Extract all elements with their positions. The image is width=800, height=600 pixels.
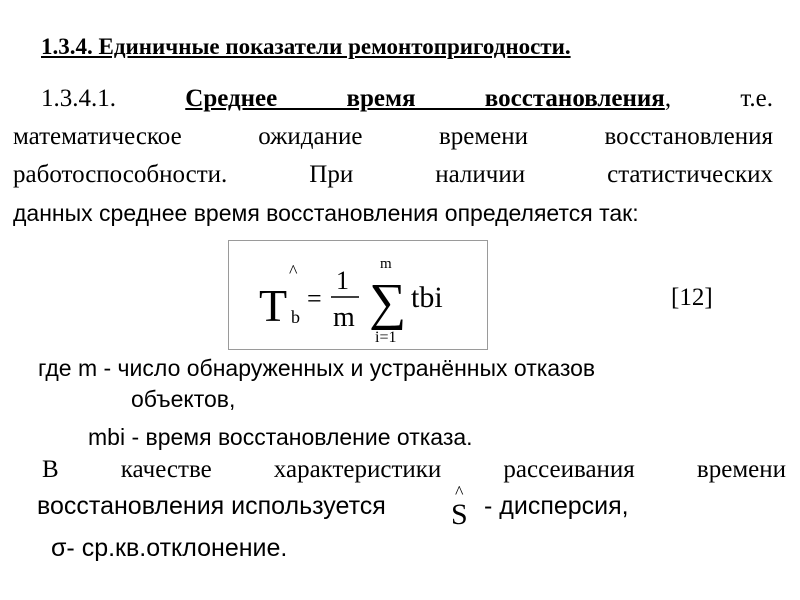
formula-lhs-symbol: T	[259, 280, 288, 331]
dispersion-hat: ^	[455, 482, 464, 502]
formula-numerator: 1	[336, 266, 349, 295]
paragraph2-line3: σ- ср.кв.отклонение.	[51, 534, 288, 562]
where-line2: объектов,	[131, 386, 236, 412]
paragraph-mean-restoration-time	[13, 80, 773, 232]
paragraph1-line2: математическое ожидание времени восстановления	[13, 123, 773, 150]
paragraph1-line4: данных среднее время восстановления определяется так:	[13, 200, 639, 226]
formula-summand: tbi	[411, 281, 443, 314]
paragraph1-line1-after: , т.е.	[664, 85, 773, 112]
paragraph2-line1: В качестве характеристики рассеивания времени	[42, 456, 786, 483]
paragraph1-line1	[13, 80, 773, 118]
formula-denominator: m	[333, 302, 355, 333]
formula-lhs-hat: ^	[289, 261, 298, 281]
paragraph2-line2-after: - дисперсия,	[484, 492, 629, 520]
formula-sum-lower: i=1	[375, 329, 397, 346]
paragraph1-number: 1.3.4.1.	[41, 85, 116, 112]
equation-number: [12]	[671, 284, 713, 311]
formula-sum-symbol: ∑	[369, 274, 407, 331]
formula-equals: =	[307, 284, 322, 313]
formula-mean-restoration-time	[229, 241, 489, 351]
formula-lhs-subscript: b	[291, 307, 300, 327]
paragraph1-line3: работоспособности. При наличии статистических	[13, 161, 773, 188]
paragraph2-line2-before: восстановления используется	[37, 492, 386, 520]
formula-sum-upper: m	[380, 256, 392, 272]
paragraph1-term: Среднее время восстановления	[185, 85, 665, 112]
where-line3: mbi - время восстановление отказа.	[88, 424, 473, 450]
section-heading: 1.3.4. Единичные показатели ремонтопригодности.	[41, 34, 571, 59]
dispersion-s: S	[451, 498, 468, 528]
formula-box	[228, 240, 488, 350]
where-line1: где m - число обнаруженных и устранённых отказов	[38, 355, 596, 381]
dispersion-symbol	[445, 482, 481, 528]
